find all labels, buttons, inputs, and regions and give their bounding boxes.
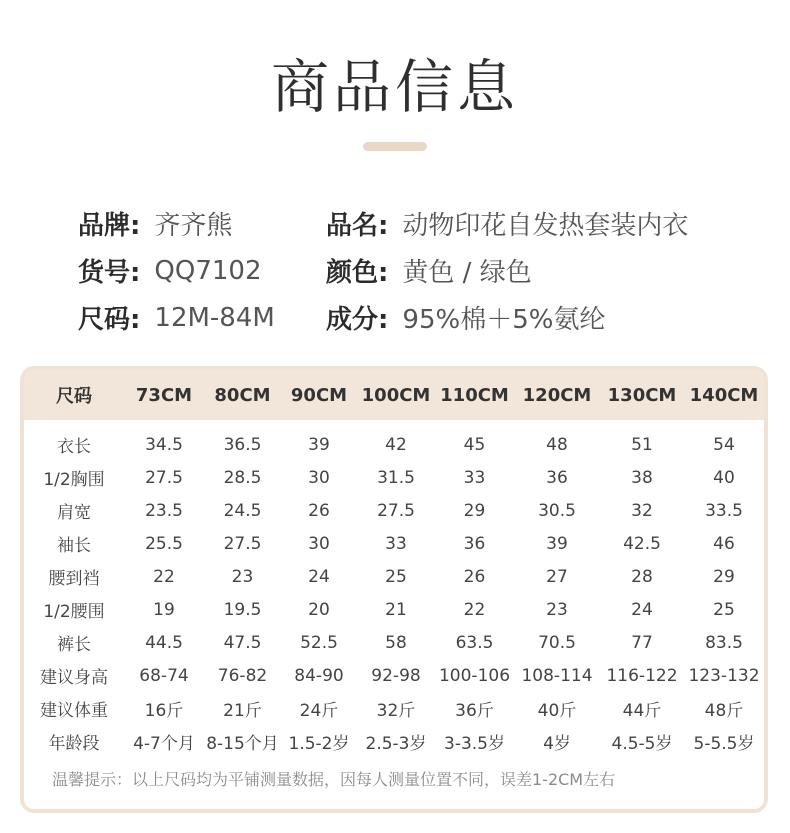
table-cell: 39 — [308, 434, 330, 455]
table-cell: 28 — [631, 566, 653, 587]
table-cell: 3-3.5岁 — [444, 734, 505, 754]
table-cell: 28.5 — [223, 467, 262, 488]
table-cell: 32 — [631, 500, 653, 521]
table-cell: 63.5 — [455, 632, 494, 653]
info-value: 95%棉＋5%氨纶 — [402, 305, 606, 335]
table-row-label: 1/2胸围 — [43, 470, 105, 490]
info-row-size — [78, 294, 275, 341]
title-underline — [363, 142, 427, 151]
table-cell: 108-114 — [521, 665, 593, 686]
table-cell: 19.5 — [223, 599, 262, 620]
table-cell: 21 — [385, 599, 407, 620]
table-row-label: 衣长 — [57, 437, 91, 457]
info-key: 尺码: — [78, 305, 141, 335]
info-row-brand — [78, 200, 275, 247]
table-header-size: 130CM — [607, 384, 677, 406]
table-cell: 44.5 — [145, 632, 183, 653]
info-value: 动物印花自发热套装内衣 — [402, 211, 689, 241]
table-cell: 25 — [385, 566, 407, 587]
info-column-right — [326, 200, 688, 341]
table-cell: 76-82 — [217, 665, 268, 686]
table-cell: 39 — [546, 533, 568, 554]
table-cell: 36.5 — [223, 434, 262, 455]
table-cell: 4-7个月 — [133, 734, 195, 754]
table-cell: 36斤 — [455, 701, 494, 721]
table-cell: 8-15个月 — [206, 734, 279, 754]
table-cell: 29 — [463, 500, 486, 521]
size-table-header — [24, 370, 764, 420]
table-cell: 33.5 — [705, 500, 743, 521]
table-cell: 51 — [631, 434, 653, 455]
table-cell: 24 — [308, 566, 330, 587]
table-cell: 24.5 — [223, 500, 262, 521]
table-cell: 25.5 — [145, 533, 183, 554]
table-cell: 27.5 — [145, 467, 183, 488]
info-value: 齐齐熊 — [154, 211, 233, 241]
table-cell: 16斤 — [144, 701, 184, 721]
table-row-label: 1/2腰围 — [43, 602, 105, 622]
table-cell: 48斤 — [704, 701, 744, 721]
table-row-label: 建议身高 — [40, 668, 108, 688]
table-cell: 19 — [153, 599, 175, 620]
table-cell: 44斤 — [622, 701, 662, 721]
table-row — [24, 560, 764, 593]
table-cell: 23.5 — [145, 500, 183, 521]
table-cell: 23 — [546, 599, 568, 620]
table-cell: 26 — [308, 500, 330, 521]
table-cell: 83.5 — [705, 632, 743, 653]
table-cell: 92-98 — [371, 665, 421, 686]
table-row — [24, 593, 764, 626]
info-key: 品牌: — [78, 211, 141, 241]
table-row — [24, 527, 764, 560]
table-cell: 25 — [713, 599, 735, 620]
info-key: 颜色: — [326, 258, 389, 288]
table-cell: 20 — [308, 599, 330, 620]
table-cell: 5-5.5岁 — [693, 734, 755, 754]
info-row-material — [326, 294, 688, 341]
table-row — [24, 692, 764, 725]
table-cell: 70.5 — [538, 632, 576, 653]
table-cell: 29 — [713, 566, 735, 587]
table-header-size: 73CM — [135, 384, 193, 406]
info-value: 12M-84M — [154, 302, 275, 333]
table-cell: 4.5-5岁 — [611, 734, 673, 754]
info-column-left — [78, 200, 275, 341]
table-cell: 27.5 — [223, 533, 262, 554]
table-cell: 23 — [231, 566, 254, 587]
info-value: QQ7102 — [154, 255, 262, 286]
table-row-label: 建议体重 — [40, 701, 108, 721]
table-cell: 100-106 — [438, 665, 511, 686]
table-cell: 84-90 — [294, 665, 344, 686]
info-value: 黄色 / 绿色 — [402, 258, 532, 288]
table-cell: 21斤 — [223, 701, 262, 721]
table-cell: 32斤 — [376, 701, 416, 721]
table-cell: 30 — [308, 467, 330, 488]
table-header-size: 100CM — [361, 384, 431, 406]
table-cell: 40斤 — [537, 701, 577, 721]
table-cell: 31.5 — [377, 467, 415, 488]
table-header-size: 120CM — [522, 384, 592, 406]
table-cell: 40 — [713, 467, 735, 488]
info-row-color — [326, 247, 688, 294]
table-cell: 46 — [713, 533, 735, 554]
table-cell: 22 — [463, 599, 486, 620]
table-cell: 38 — [631, 467, 653, 488]
table-cell: 1.5-2岁 — [288, 734, 350, 754]
table-cell: 36 — [546, 467, 568, 488]
table-row-label: 年龄段 — [48, 734, 100, 754]
table-cell: 34.5 — [145, 434, 183, 455]
info-key: 品名: — [326, 211, 389, 241]
table-cell: 54 — [713, 434, 735, 455]
size-table — [20, 366, 768, 813]
table-row-label: 裤长 — [57, 635, 91, 655]
table-cell: 27.5 — [377, 500, 415, 521]
table-header-size: 140CM — [689, 384, 759, 406]
table-row — [24, 461, 764, 494]
table-cell: 22 — [153, 566, 175, 587]
table-row-label: 袖长 — [57, 536, 91, 556]
table-cell: 48 — [546, 434, 568, 455]
table-row — [24, 428, 764, 461]
page-title: 商品信息 — [270, 53, 519, 121]
table-row — [24, 626, 764, 659]
table-cell: 27 — [546, 566, 568, 587]
info-row-item-no — [78, 247, 275, 294]
table-cell: 26 — [463, 566, 486, 587]
table-cell: 42 — [385, 434, 407, 455]
table-row-label: 肩宽 — [57, 503, 91, 523]
table-cell: 33 — [463, 467, 486, 488]
size-table-body — [24, 420, 764, 758]
info-key: 成分: — [326, 305, 389, 335]
table-cell: 58 — [385, 632, 407, 653]
table-cell: 52.5 — [300, 632, 338, 653]
table-header-size: 90CM — [290, 384, 348, 406]
table-cell: 123-132 — [688, 665, 760, 686]
table-cell: 45 — [463, 434, 486, 455]
table-cell: 24斤 — [299, 701, 339, 721]
table-cell: 4岁 — [543, 734, 571, 754]
table-cell: 30 — [308, 533, 330, 554]
table-row — [24, 725, 764, 758]
size-note: 温馨提示：以上尺码均为平铺测量数据，因每人测量位置不同，误差1-2CM左右 — [52, 770, 616, 789]
table-cell: 30.5 — [538, 500, 576, 521]
table-cell: 33 — [385, 533, 407, 554]
table-cell: 36 — [463, 533, 486, 554]
table-row — [24, 494, 764, 527]
table-header-size: 80CM — [214, 384, 271, 406]
table-cell: 24 — [631, 599, 653, 620]
table-header-size: 110CM — [440, 384, 509, 406]
table-cell: 68-74 — [139, 665, 189, 686]
table-cell: 2.5-3岁 — [365, 734, 427, 754]
info-row-product-name — [326, 200, 688, 247]
info-key: 货号: — [78, 258, 141, 288]
table-cell: 77 — [631, 632, 653, 653]
table-cell: 47.5 — [223, 632, 262, 653]
table-row — [24, 659, 764, 692]
table-header-label: 尺码 — [56, 386, 92, 407]
table-cell: 42.5 — [623, 533, 661, 554]
table-cell: 116-122 — [606, 665, 678, 686]
table-row-label: 腰到裆 — [48, 569, 100, 589]
